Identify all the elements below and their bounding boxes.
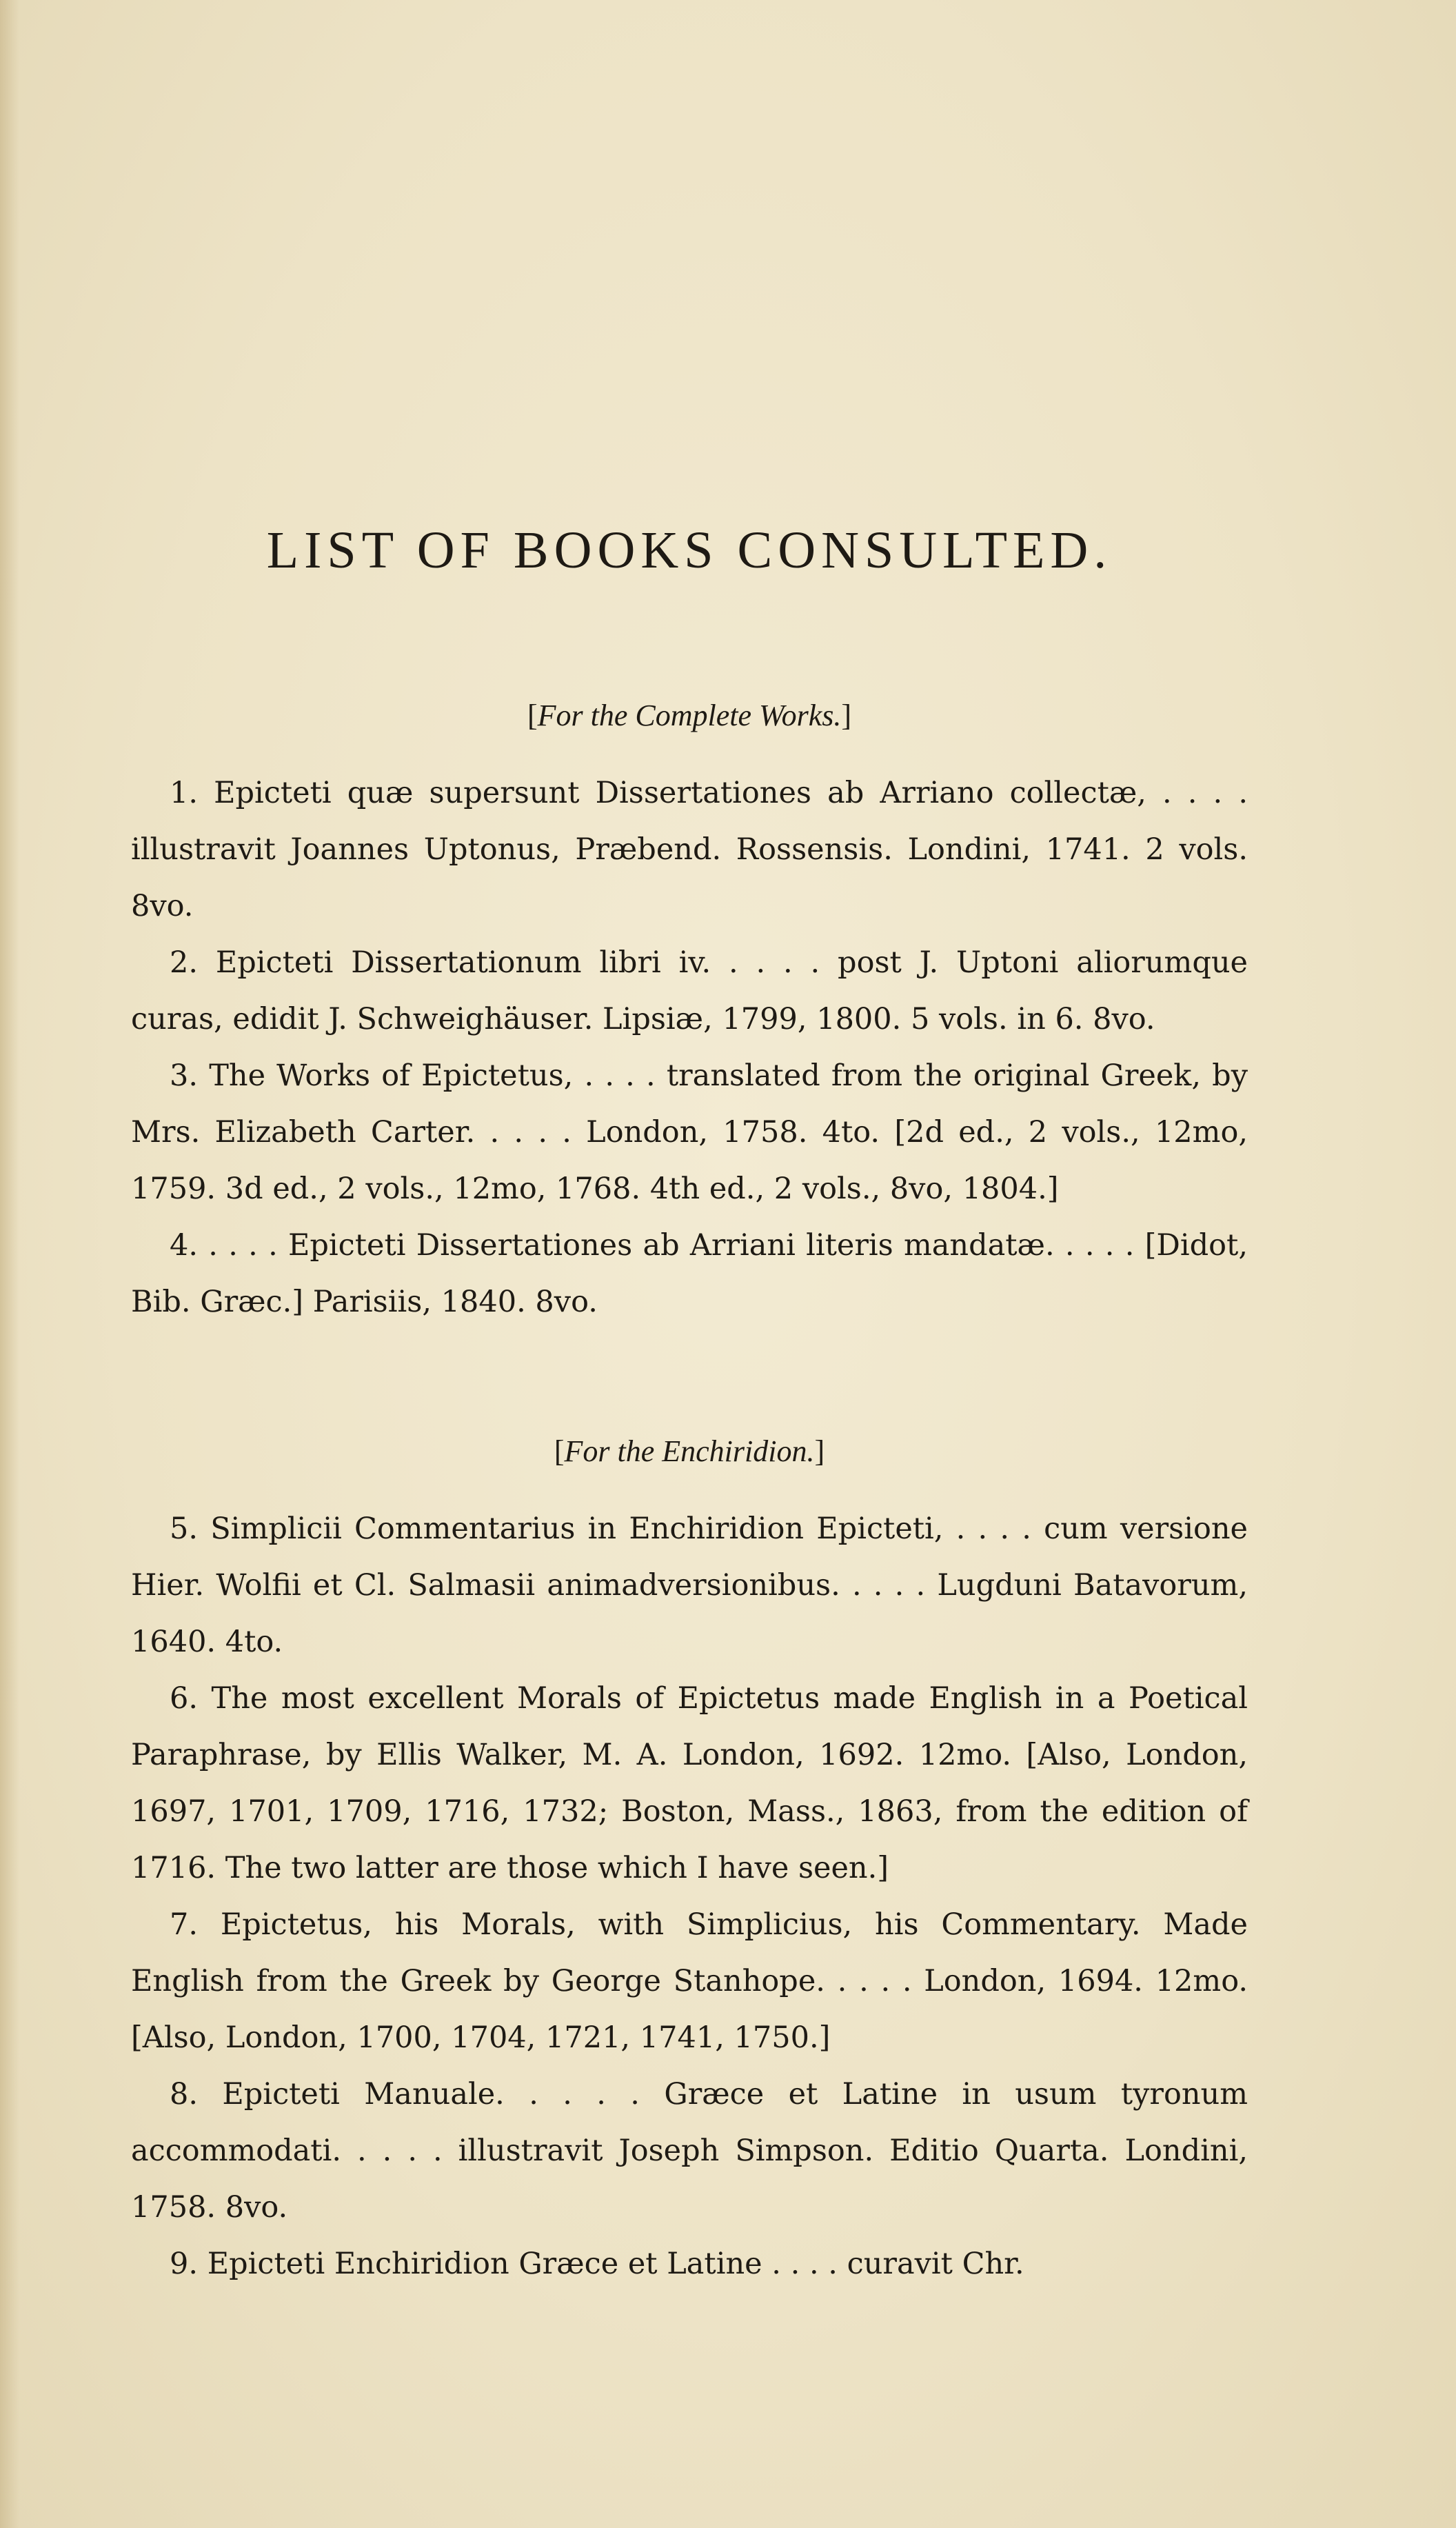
page-content bbox=[131, 521, 1248, 2292]
entry-9: 9. Epicteti Enchiridion Græce et Latine . . . . curavit Chr. bbox=[170, 2246, 1024, 2281]
page-edge-shadow bbox=[0, 0, 19, 2528]
entry-4: 4. . . . . Epicteti Dissertationes ab Arriani literis mandatæ. . . . . [Didot, Bib. Græc.] Parisiis, 1840. 8vo. bbox=[131, 1227, 1248, 1319]
section-heading: [For the Complete Works.] bbox=[527, 699, 852, 732]
entry-7: 7. Epictetus, his Morals, with Simplicius, his Commentary. Made English from the Greek by George Stanhope. . . . . London, 1694. 12mo. [Also, London, 1700, 1704, 1721, 1741, 1750.] bbox=[131, 1907, 1248, 2055]
section-heading: [For the Enchiridion.] bbox=[554, 1434, 825, 1468]
page-title: LIST OF BOOKS CONSULTED. bbox=[266, 521, 1113, 579]
entry-3: 3. The Works of Epictetus, . . . . translated from the original Greek, by Mrs. Elizabeth Carter. . . . . London, 1758. 4to. [2d ed., 2 vols., 12mo, 1759. 3d ed., 2 vols., 12mo, 1768. 4th ed., 2 vols., 8vo, 1804.] bbox=[131, 1058, 1248, 1206]
entry-1: 1. Epicteti quæ supersunt Dissertationes ab Arriano collectæ, . . . . illustravit Joannes Uptonus, Præbend. Rossensis. Londini, 1741. 2 vols. 8vo. bbox=[131, 775, 1248, 923]
section-enchiridion bbox=[131, 1434, 1248, 2292]
entry-8: 8. Epicteti Manuale. . . . . Græce et Latine in usum tyronum accommodati. . . . . illustravit Joseph Simpson. Editio Quarta. Londini, 1758. 8vo. bbox=[131, 2076, 1248, 2225]
section-complete-works bbox=[131, 698, 1248, 1330]
entry-2: 2. Epicteti Dissertationum libri iv. . . . . post J. Uptoni aliorumque curas, edidit J. Schweighäuser. Lipsiæ, 1799, 1800. 5 vols. in 6. 8vo. bbox=[131, 945, 1248, 1036]
entry-5: 5. Simplicii Commentarius in Enchiridion Epicteti, . . . . cum versione Hier. Wolfii et Cl. Salmasii animadversionibus. . . . . Lugduni Batavorum, 1640. 4to. bbox=[131, 1511, 1248, 1659]
entry-6: 6. The most excellent Morals of Epictetus made English in a Poetical Paraphrase, by Ellis Walker, M. A. London, 1692. 12mo. [Also, London, 1697, 1701, 1709, 1716, 1732; Boston, Mass., 1863, from the edition of 1716. The two latter are those which I have seen.] bbox=[131, 1681, 1248, 1885]
